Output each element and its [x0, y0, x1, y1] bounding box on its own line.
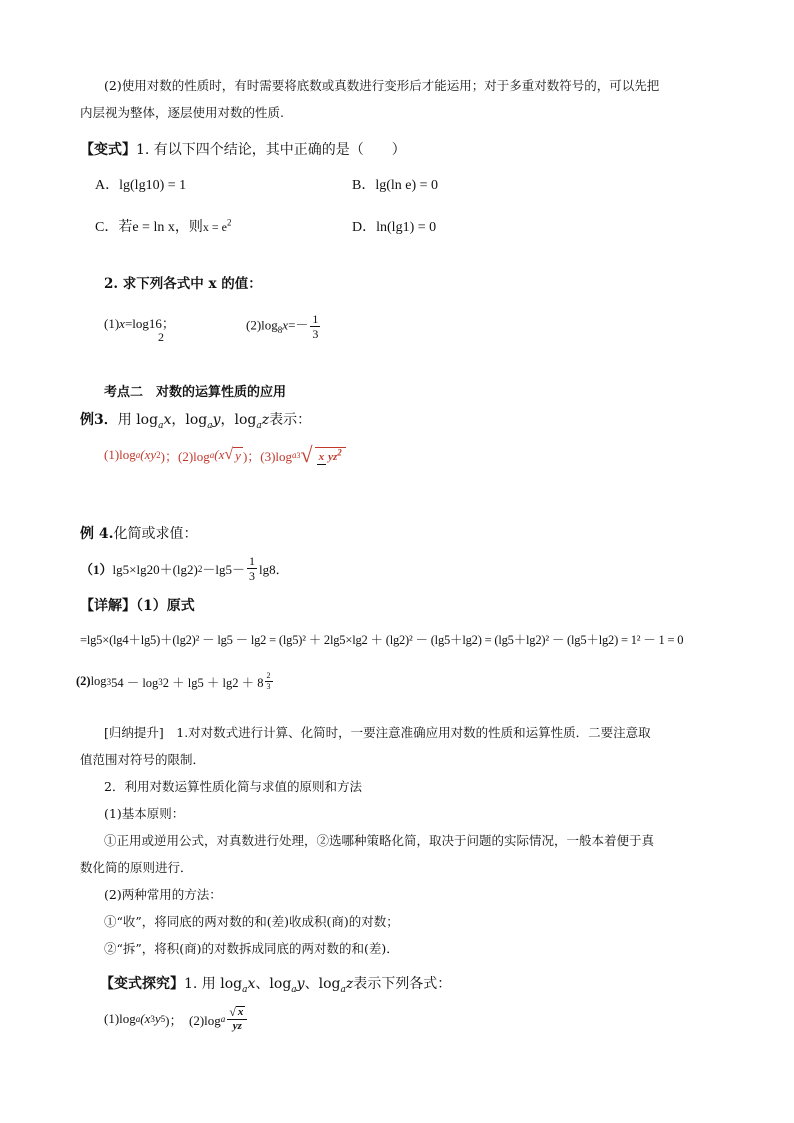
ex4-item2-exp-num: 2 — [266, 671, 271, 680]
option-d-math: ln(lg1) = 0 — [376, 220, 437, 235]
ex4-detail-equation: =lg5×(lg4＋lg5)＋(lg2)² － lg5 － lg2 = (lg5)² ＋ 2lg5×lg2 ＋ (lg2)² － (lg5＋lg2) = (lg5＋lg2)² － (lg5＋lg2) = 1² － 1 = 0 — [80, 633, 684, 647]
variant2-f1-e1: 3 — [150, 1014, 155, 1024]
variant2-z: z — [345, 976, 354, 992]
summary-line-9: ②“拆”，将积(商)的对数拆成同底的两对数的和(差)． — [104, 941, 399, 956]
ex3-f2-end: )；(3)log — [242, 448, 293, 464]
ex4-item1 — [80, 555, 289, 582]
q2-item1-var: x — [119, 316, 125, 331]
variant2-f2-frac — [227, 1006, 247, 1032]
ex3-f3-num: x — [318, 450, 325, 463]
q2-item2-frac — [310, 313, 320, 340]
q2-title: 2. 求下列各式中 x 的值： — [104, 276, 262, 292]
variant1-question — [80, 139, 406, 159]
variant2-sep1: 、log — [255, 976, 292, 992]
ex4-detail-text: 【详解】（1）原式 — [80, 598, 195, 614]
q2-item2-den: 3 — [312, 327, 319, 341]
variant2-sep2: 、log — [304, 976, 341, 992]
ex4-item2-exp-frac — [265, 672, 273, 691]
summary-line-7: (2)两种常用的方法： — [104, 887, 222, 902]
q2-item1-eq: =log — [124, 316, 149, 331]
ex3-f3-den-text: yz — [328, 450, 338, 463]
variant2-f1-base: a — [135, 1014, 141, 1024]
variant2-tail: 表示下列各式： — [353, 976, 452, 992]
ex3-f3-exp: 2 — [337, 447, 342, 458]
tip-line-1: (2)使用对数的性质时，有时需要将底数或真数进行变形后才能运用；对于多重对数符号的，可以先把 — [104, 78, 660, 93]
ex3-base-a3: a — [256, 420, 262, 431]
ex3-sep2: ，log — [220, 412, 257, 428]
variant2-label: 【变式探究】 — [100, 976, 184, 992]
ex4-item2-b2: 3 — [158, 676, 163, 687]
q2-item2-num: 1 — [312, 312, 319, 326]
option-d-label: D． — [352, 220, 377, 235]
ex3-line — [80, 409, 311, 431]
variant1-text: 1. 有以下四个结论，其中正确的是（ ） — [136, 142, 406, 158]
variant2-f2-den: yz — [232, 1020, 242, 1032]
ex4-item1-math1: lg5×lg20＋(lg2) — [112, 562, 198, 577]
q2-item1-base: 2 — [158, 330, 164, 344]
variant2-f1-e2: 5 — [160, 1014, 166, 1024]
q2-item2-base: 8 — [277, 325, 283, 336]
option-a-label: A． — [95, 178, 120, 193]
ex4-item2-b1: 3 — [106, 676, 112, 687]
option-a-math: lg(lg10) = 1 — [119, 178, 187, 193]
ex3-f1: (1)log — [104, 447, 136, 462]
ex3-label: 例3． — [80, 412, 118, 428]
variant2-base-a2: a — [291, 984, 297, 995]
q2-item1-prefix: (1) — [104, 316, 120, 331]
ex4-item1-frac — [247, 555, 257, 582]
variant2-f2-num — [227, 1006, 247, 1020]
ex3-f1-exp: 2 — [156, 450, 161, 460]
sqrt-icon: √ — [224, 446, 234, 463]
ex4-item1-num: 1 — [248, 554, 255, 568]
ex4-label: 例 4. — [80, 526, 114, 542]
option-c-mid: ，则 — [174, 220, 203, 235]
ex3-f1-arg: (xy — [140, 447, 157, 462]
ex3-f3-root-index: 3 — [296, 450, 301, 460]
summary-line-2: 值范围对符号的限制． — [80, 752, 206, 767]
variant2-f1: (1)log — [104, 1011, 136, 1026]
tip-line-2: 内层视为整体，逐层使用对数的性质. — [80, 105, 284, 120]
cube-root-icon: √ — [300, 442, 313, 467]
option-d[interactable] — [352, 216, 436, 236]
variant2-x: x — [247, 976, 256, 992]
ex4-item2-m2: 2 ＋ lg5 ＋ lg2 ＋ 8 — [162, 675, 264, 690]
variant2-y: y — [296, 976, 305, 992]
ex4-item1-exp: 2 — [197, 563, 203, 574]
variant2-f1-y: y — [154, 1011, 161, 1026]
ex3-sep1: ，log — [171, 412, 208, 428]
variant2-text: 1. 用 log — [184, 976, 243, 992]
option-c-math2: x = e — [202, 220, 227, 234]
ex3-x: x — [163, 412, 172, 428]
option-b-math: lg(ln e) = 0 — [375, 178, 439, 193]
option-c-math1: e = ln x — [132, 220, 175, 235]
summary-line-3: 2．利用对数运算性质化简与求值的原则和方法 — [104, 779, 362, 794]
ex4-item2-prefix: (2) — [76, 674, 91, 688]
ex4-item1-prefix: （1） — [80, 562, 113, 577]
ex4-item2-m1: 54 － log — [111, 675, 159, 690]
option-a[interactable] — [95, 174, 186, 194]
summary-line-5: ①正用或逆用公式，对真数进行处理，②选哪种策略化简，取决于问题的实际情况，一般本着便于真 — [104, 833, 655, 848]
ex3-f2-arg: (x — [214, 447, 225, 462]
ex4-item2-exp-den: 3 — [266, 682, 271, 691]
variant2-f1-end: )； (2)log — [165, 1012, 221, 1028]
q2-item2-prefix: (2)log — [246, 317, 278, 333]
variant2-formulas — [104, 1006, 249, 1032]
summary-line-1: [归纳提升] 1.对对数式进行计算、化简时，一要注意准确应用对数的性质和运算性质．二要注意取 — [104, 725, 651, 740]
summary-line-6: 数化简的原则进行． — [80, 860, 193, 875]
variant2-f1-arg: (x — [140, 1011, 151, 1026]
ex4-item2-log: log — [90, 674, 107, 688]
ex4-detail-label — [80, 595, 195, 615]
ex3-z: z — [261, 412, 270, 428]
option-b[interactable] — [352, 174, 438, 194]
ex3-base-a1: a — [158, 420, 164, 431]
ex3-f2-base: a — [209, 450, 215, 460]
point2-title: 考点二 对数的运算性质的应用 — [104, 385, 287, 400]
option-c-exp: 2 — [226, 217, 232, 228]
q2-item2 — [246, 313, 322, 340]
variant2-line — [100, 973, 451, 995]
option-b-label: B． — [352, 178, 376, 193]
q2-item2-var: x — [282, 317, 289, 333]
variant2-base-a1: a — [242, 984, 248, 995]
ex4-item2 — [76, 672, 275, 691]
ex3-formulas — [104, 442, 348, 468]
variant2-base-a3: a — [340, 984, 346, 995]
ex4-item1-math2: －lg5－ — [202, 562, 245, 577]
ex3-f2-sqrt: y — [235, 447, 241, 463]
sqrt-icon: √ — [229, 1005, 236, 1019]
q2-item2-eq: =－ — [288, 317, 309, 333]
ex3-text: 用 log — [117, 412, 159, 428]
ex3-tail: 表示： — [269, 412, 312, 428]
summary-line-4: (1)基本原则： — [104, 806, 185, 821]
variant2-f2-base: a — [220, 1014, 226, 1024]
ex3-f1-end: )；(2)log — [160, 448, 210, 464]
ex4-title: 化简或求值： — [113, 526, 198, 542]
ex4-item1-math3: lg8． — [258, 562, 289, 577]
ex3-f3-den — [326, 447, 344, 463]
option-c-label: C．若 — [95, 220, 133, 235]
ex3-base-a2: a — [207, 420, 213, 431]
ex3-f1-base: a — [135, 450, 141, 460]
ex3-y: y — [212, 412, 221, 428]
ex3-f3-frac — [315, 447, 346, 463]
summary-line-8: ①“收”，将同底的两对数的和(差)收成积(商)的对数； — [104, 914, 399, 929]
option-c[interactable] — [95, 216, 231, 236]
ex3-f3-base: a — [292, 450, 297, 460]
ex4-item1-den: 3 — [248, 569, 255, 583]
q2-item1-val: 16； — [148, 316, 175, 331]
q2-item1 — [104, 313, 175, 332]
ex4-title-line — [80, 523, 198, 543]
variant1-label: 【变式】 — [80, 142, 136, 158]
variant2-f2-num-text: x — [237, 1006, 244, 1018]
